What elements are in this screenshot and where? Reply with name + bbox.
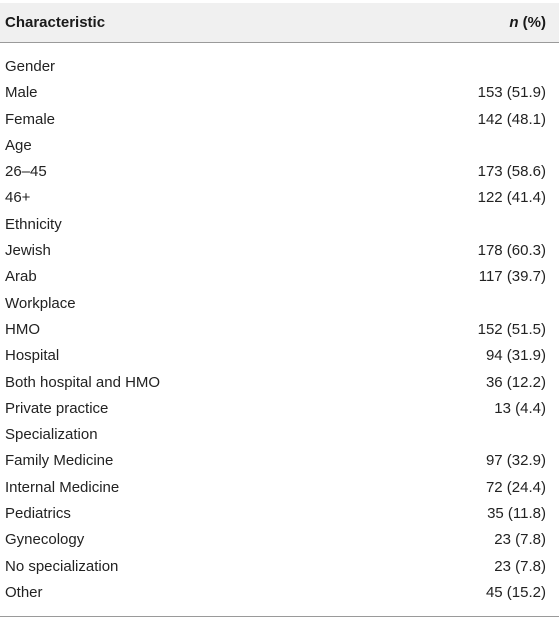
row-label: 26–45 <box>5 163 47 181</box>
row-label: Private practice <box>5 399 109 417</box>
row-label: Both hospital and HMO <box>5 373 161 391</box>
table-row <box>0 82 559 108</box>
table-row <box>0 161 559 187</box>
table-row <box>0 345 559 371</box>
row-value: 173 (58.6) <box>477 163 546 181</box>
row-label: Jewish <box>5 242 51 260</box>
row-value: 122 (41.4) <box>477 189 546 207</box>
row-label: No specialization <box>5 557 119 575</box>
row-label: Ethnicity <box>5 215 62 233</box>
row-label: Gender <box>5 58 56 75</box>
row-label: 46+ <box>5 189 31 207</box>
table-body <box>0 56 559 608</box>
row-label: Arab <box>5 268 37 286</box>
row-label: Internal Medicine <box>5 478 120 496</box>
row-value: 153 (51.9) <box>477 84 546 102</box>
row-label: HMO <box>5 320 40 338</box>
row-label: Specialization <box>5 426 98 444</box>
table-row <box>0 240 559 266</box>
row-label: Other <box>5 583 43 601</box>
row-value: 94 (31.9) <box>485 347 546 365</box>
row-value: 117 (39.7) <box>478 268 546 286</box>
table-row <box>0 319 559 345</box>
table-row <box>0 266 559 292</box>
row-label: Female <box>5 110 56 128</box>
table-row <box>0 214 559 240</box>
table-header-rule <box>0 42 559 43</box>
table-row <box>0 529 559 555</box>
table-row <box>0 293 559 319</box>
table-row <box>0 109 559 135</box>
table-row <box>0 187 559 213</box>
row-value: 23 (7.8) <box>494 531 546 549</box>
row-label: Gynecology <box>5 531 85 549</box>
row-label: Age <box>5 136 32 154</box>
row-value: 178 (60.3) <box>477 242 546 260</box>
table-row <box>0 556 559 582</box>
row-value: 23 (7.8) <box>494 557 546 575</box>
header-characteristic: Characteristic <box>5 14 106 31</box>
row-value: 36 (12.2) <box>485 373 546 391</box>
row-label: Family Medicine <box>5 452 114 470</box>
row-value: 97 (32.9) <box>485 452 546 470</box>
row-value: 72 (24.4) <box>485 478 546 496</box>
row-label: Workplace <box>5 294 76 312</box>
table-row <box>0 450 559 476</box>
table-row <box>0 372 559 398</box>
row-label: Pediatrics <box>5 505 71 523</box>
header-n-percent <box>509 14 546 31</box>
table-row <box>0 56 559 82</box>
table-row <box>0 582 559 608</box>
row-value: 13 (4.4) <box>494 399 546 417</box>
table-header-row <box>0 3 559 42</box>
table-row <box>0 424 559 450</box>
table-row <box>0 398 559 424</box>
row-value: 152 (51.5) <box>477 320 546 338</box>
table-bottom-rule <box>0 616 559 617</box>
header-n-italic: n <box>509 14 519 31</box>
row-label: Male <box>5 84 38 102</box>
table-row <box>0 503 559 529</box>
row-label: Hospital <box>5 347 60 365</box>
row-value: 45 (15.2) <box>485 583 546 601</box>
table-row <box>0 477 559 503</box>
header-percent: (%) <box>518 14 546 31</box>
table-row <box>0 135 559 161</box>
row-value: 35 (11.8) <box>487 505 546 523</box>
row-value: 142 (48.1) <box>477 110 546 128</box>
